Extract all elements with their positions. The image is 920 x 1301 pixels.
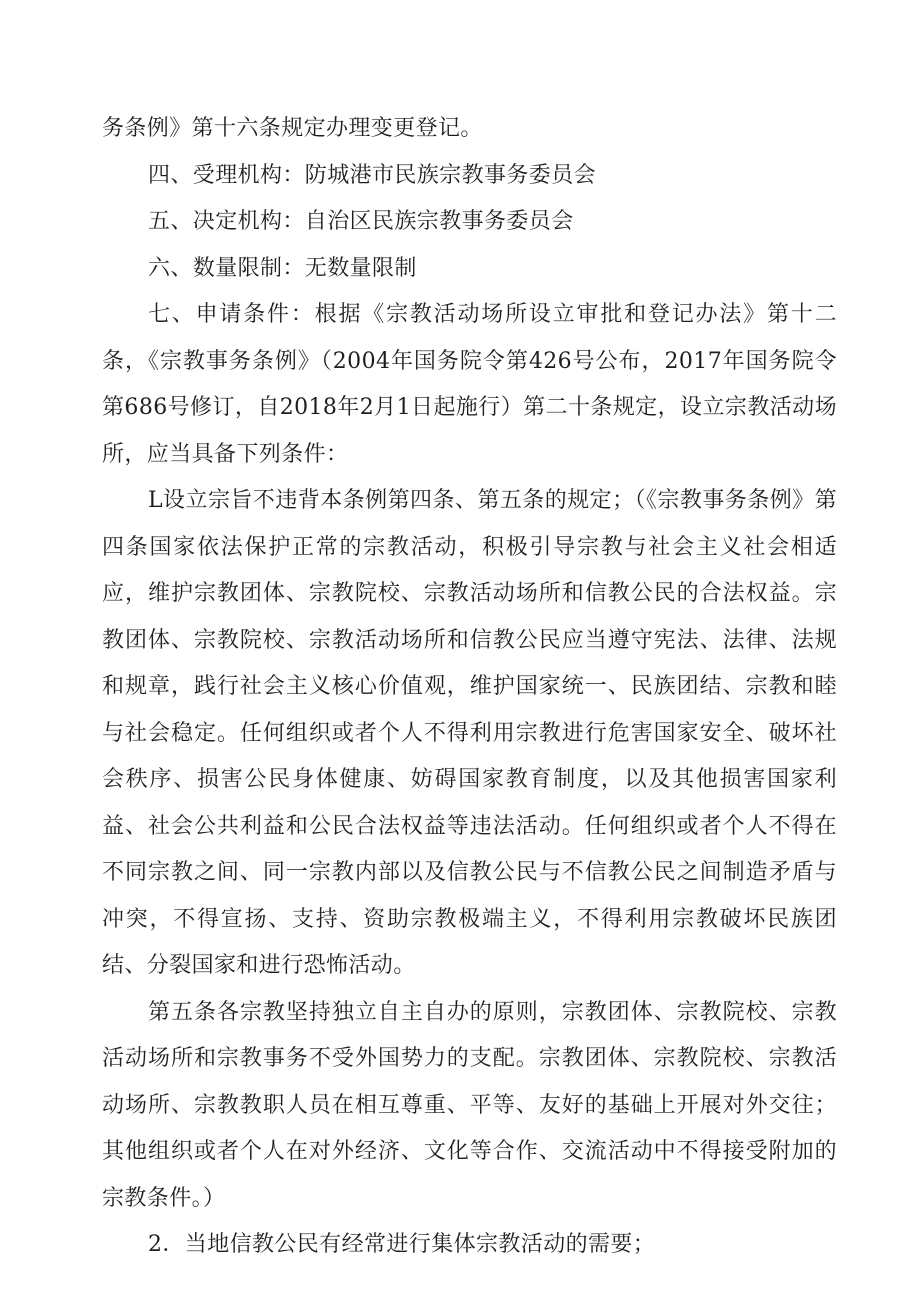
paragraph-deciding-agency: 五、决定机构：自治区民族宗教事务委员会 (148, 209, 574, 234)
paragraph-condition-1: L设立宗旨不违背本条例第四条、第五条的规定；（《宗教事务条例》第四条国家依法保护正常的宗教活动，积极引导宗教与社会主义社会相适应，维护宗教团体、宗教院校、宗教活动场所和信教公民的合法权益。宗教团体、宗教院校、宗教活动场所和信教公民应当遵守宪法、法律、法规和规章，践行社会主义核心价值观，维护国家统一、民族团结、宗教和睦与社会稳定。任何组织或者个人不得利用宗教进行危害国家安全、破坏社会秩序、损害公民身体健康、妨碍国家教育制度，以及其他损害国家利益、社会公共利益和公民合法权益等违法活动。任何组织或者个人不得在不同宗教之间、同一宗教内部以及信教公民与不信教公民之间制造矛盾与冲突，不得宣扬、支持、资助宗教极端主义，不得利用宗教破坏民族团结、分裂国家和进行恐怖活动。 (102, 488, 837, 978)
paragraph-article-five: 第五条各宗教坚持独立自主自办的原则，宗教团体、宗教院校、宗教活动场所和宗教事务不受外国势力的支配。宗教团体、宗教院校、宗教活动场所、宗教教职人员在相互尊重、平等、友好的基础上开展对外交往；其他组织或者个人在对外经济、文化等合作、交流活动中不得接受附加的宗教条件。） (102, 999, 837, 1211)
paragraph-continuation: 务条例》第十六条规定办理变更登记。 (102, 116, 483, 141)
paragraph-application-conditions: 七、申请条件：根据《宗教活动场所设立审批和登记办法》第十二条，《宗教事务条例》（2004年国务院令第426号公布，2017年国务院令第686号修订，自2018年2月1日起施行）第二十条规定，设立宗教活动场所，应当具备下列条件： (102, 302, 837, 467)
paragraph-condition-2: 2．当地信教公民有经常进行集体宗教活动的需要； (148, 1232, 656, 1257)
document-body (102, 106, 837, 1269)
paragraph-accepting-agency: 四、受理机构：防城港市民族宗教事务委员会 (148, 162, 597, 188)
paragraph-quantity-limit: 六、数量限制：无数量限制 (148, 255, 417, 281)
